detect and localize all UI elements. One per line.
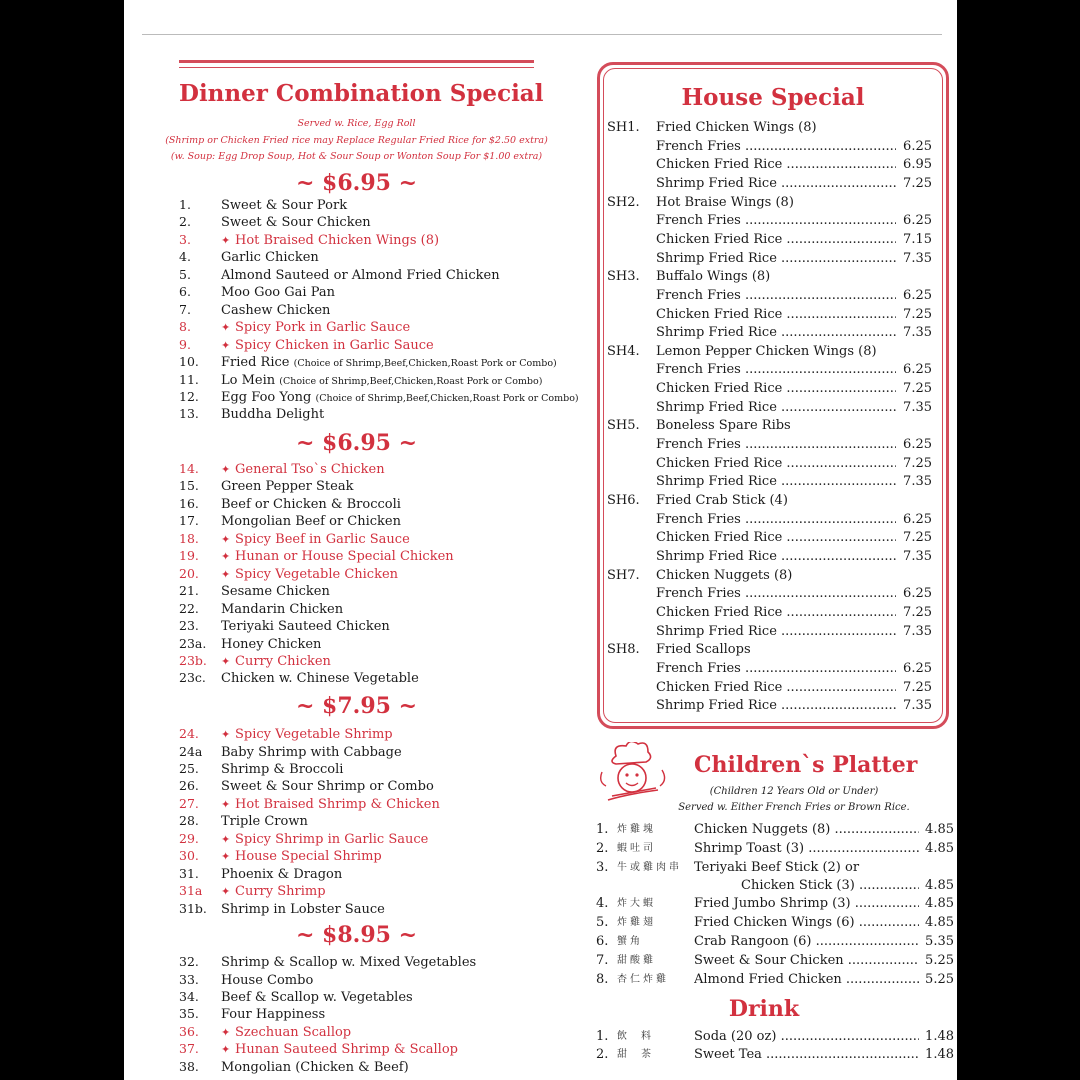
- menu-item: [179, 777, 434, 794]
- option-price: 6.25: [903, 586, 932, 602]
- item-number: 1.: [596, 1029, 609, 1044]
- option-price: 6.25: [903, 511, 932, 527]
- drink-title: Drink: [728, 996, 800, 1022]
- item-code: SH3.: [607, 269, 640, 285]
- item-number: 14.: [179, 461, 199, 476]
- option-price: 7.25: [903, 306, 932, 322]
- item-number: 32.: [179, 954, 199, 969]
- house-special-option: [124, 138, 957, 156]
- item-number: 3.: [596, 860, 609, 875]
- item-chinese-name: 炸大蝦: [617, 898, 656, 909]
- menu-page: [124, 0, 957, 1080]
- item-name: Mongolian Beef or Chicken: [221, 514, 401, 530]
- children-item: [124, 971, 957, 989]
- item-number: 24.: [179, 726, 199, 741]
- option-price: 7.35: [903, 548, 932, 564]
- item-name: Phoenix & Dragon: [221, 866, 343, 882]
- item-number: 19.: [179, 548, 199, 564]
- item-number: 25.: [179, 760, 199, 776]
- item-name: Chicken Stick (3) .....: [741, 877, 919, 895]
- item-name: Buddha Delight: [221, 407, 325, 423]
- item-chinese-name: 炸雞塊: [617, 824, 656, 835]
- item-code: SH8.: [607, 642, 640, 658]
- price-heading: ~ $8.95 ~: [295, 922, 418, 948]
- option-name: French Fries .....: [656, 138, 896, 156]
- house-special-option: [124, 399, 957, 417]
- house-special-option: [124, 455, 957, 473]
- option-name: Chicken Fried Rice .....: [656, 679, 896, 697]
- item-name: Crab Rangoon (6) .....: [694, 933, 919, 951]
- dinner-title: Dinner Combination Special: [179, 80, 544, 107]
- item-price: 1.48: [925, 1029, 954, 1044]
- item-number: 15.: [179, 478, 199, 494]
- drink-item: [124, 1028, 957, 1046]
- item-choice-note: (Choice of Shrimp,Beef,Chicken,Roast Pork or Combo): [315, 392, 579, 404]
- item-name: Buffalo Wings (8): [656, 269, 771, 285]
- item-name: Spicy Beef in Garlic Sauce: [235, 531, 410, 547]
- item-name: House Special Shrimp: [235, 849, 382, 865]
- option-name: Chicken Fried Rice .....: [656, 529, 896, 547]
- children-item: [124, 877, 957, 895]
- item-name: Fried Chicken Wings (8): [656, 120, 817, 135]
- house-special-option: [124, 473, 957, 491]
- option-name: French Fries .....: [656, 287, 896, 305]
- menu-item: [179, 760, 343, 777]
- option-name: Chicken Fried Rice .....: [656, 156, 896, 174]
- item-name: Shrimp in Lobster Sauce: [221, 901, 385, 917]
- item-number: 1.: [596, 822, 609, 837]
- item-name: Sweet & Sour Shrimp or Combo: [221, 779, 434, 795]
- item-number: 31a: [179, 883, 203, 898]
- option-name: Shrimp Fried Rice .....: [656, 175, 896, 193]
- house-special-item: [124, 119, 957, 137]
- option-price: 7.25: [903, 530, 932, 546]
- item-code: SH5.: [607, 418, 640, 434]
- option-price: 7.35: [903, 325, 932, 341]
- item-name: Shrimp Toast (3) .....: [694, 840, 919, 858]
- item-name: Almond Fried Chicken .....: [694, 971, 919, 989]
- item-price: 1.48: [925, 1047, 954, 1062]
- item-name: Fried Jumbo Shrimp (3) .....: [694, 895, 919, 913]
- item-name: Moo Goo Gai Pan: [221, 285, 335, 301]
- chili-pepper-icon: ✦: [221, 532, 231, 546]
- option-name: Shrimp Fried Rice .....: [656, 548, 896, 566]
- item-name: Beef & Scallop w. Vegetables: [221, 989, 413, 1005]
- menu-item: [179, 1005, 325, 1022]
- children-served-note: Served w. Either French Fries or Brown Rice.: [678, 802, 910, 813]
- item-name: Soda (20 oz) .....: [694, 1028, 919, 1046]
- item-price: 5.25: [925, 972, 954, 987]
- chili-pepper-icon: ✦: [221, 728, 231, 741]
- item-number: 2.: [596, 1047, 609, 1062]
- option-price: 6.25: [903, 362, 932, 378]
- item-name: Triple Crown: [221, 814, 308, 830]
- item-name: Sweet Tea .....: [694, 1046, 919, 1064]
- price-heading: ~ $6.95 ~: [295, 170, 418, 196]
- item-price: 4.85: [925, 896, 954, 911]
- item-number: 4.: [179, 249, 191, 265]
- item-name: Fried Rice: [221, 355, 290, 370]
- house-special-option: [124, 660, 957, 678]
- house-special-item: [124, 567, 957, 585]
- item-name: Spicy Chicken in Garlic Sauce: [235, 337, 434, 353]
- item-chinese-name: 飲料: [617, 1031, 665, 1042]
- item-chinese-name: 牛或雞肉串: [617, 862, 682, 873]
- item-name: General Tso`s Chicken: [235, 462, 385, 477]
- item-number: 20.: [179, 565, 199, 581]
- item-choice-note: (Choice of Shrimp,Beef,Chicken,Roast Pork or Combo): [293, 358, 557, 369]
- option-name: Shrimp Fried Rice .....: [656, 623, 896, 641]
- chili-pepper-icon: ✦: [221, 1043, 231, 1057]
- option-price: 7.25: [903, 604, 932, 620]
- option-price: 7.35: [903, 399, 932, 415]
- item-name: Almond Sauteed or Almond Fried Chicken: [221, 267, 500, 283]
- item-number: 17.: [179, 513, 199, 529]
- item-name: Chicken Nuggets (8): [656, 567, 793, 583]
- chili-pepper-icon: ✦: [221, 321, 231, 335]
- item-number: 4.: [596, 896, 609, 911]
- item-number: 9.: [179, 336, 191, 352]
- item-number: 22.: [179, 600, 199, 616]
- item-code: SH1.: [607, 120, 640, 135]
- option-price: 7.25: [903, 176, 932, 191]
- option-name: French Fries .....: [656, 660, 896, 678]
- item-number: 26.: [179, 778, 199, 794]
- house-special-item: [124, 268, 957, 286]
- item-name: Green Pepper Steak: [221, 479, 354, 495]
- house-special-option: [124, 548, 957, 566]
- option-price: 7.35: [903, 623, 932, 639]
- house-special-item: [124, 343, 957, 361]
- item-name: Spicy Pork in Garlic Sauce: [235, 320, 411, 336]
- house-special-item: [124, 194, 957, 212]
- item-number: 2.: [596, 841, 609, 856]
- item-number: 7.: [596, 953, 609, 968]
- chili-pepper-icon: ✦: [221, 463, 231, 476]
- item-code: SH7.: [607, 567, 640, 583]
- option-name: Shrimp Fried Rice .....: [656, 697, 896, 715]
- chili-pepper-icon: ✦: [221, 550, 231, 564]
- option-name: Chicken Fried Rice .....: [656, 231, 896, 249]
- item-chinese-name: 蟹角: [617, 936, 643, 947]
- house-special-option: [124, 156, 957, 174]
- children-item: [124, 895, 957, 913]
- menu-item: [179, 988, 413, 1005]
- chili-pepper-icon: ✦: [221, 567, 231, 581]
- option-name: French Fries .....: [656, 585, 896, 603]
- item-number: 37.: [179, 1041, 199, 1057]
- item-price: 5.25: [925, 953, 954, 968]
- item-name: Curry Chicken: [235, 654, 331, 669]
- item-name: Egg Foo Yong: [221, 389, 312, 405]
- option-name: Chicken Fried Rice .....: [656, 380, 896, 398]
- item-number: 8.: [596, 972, 609, 987]
- item-number: 11.: [179, 371, 199, 387]
- item-number: 34.: [179, 988, 199, 1004]
- item-chinese-name: 蝦吐司: [617, 843, 656, 854]
- option-name: Chicken Fried Rice .....: [656, 306, 896, 324]
- item-number: 5.: [179, 266, 191, 282]
- title-rule-top: [179, 60, 534, 63]
- item-name: Boneless Spare Ribs: [656, 418, 791, 434]
- item-name: Baby Shrimp with Cabbage: [221, 744, 402, 760]
- item-number: 6.: [596, 934, 609, 949]
- option-name: Chicken Fried Rice .....: [656, 455, 896, 473]
- item-name: Mongolian (Chicken & Beef): [221, 1059, 409, 1075]
- item-number: 18.: [179, 530, 199, 546]
- dinner-note-soup: (w. Soup: Egg Drop Soup, Hot & Sour Soup or Wonton Soup For $1.00 extra): [170, 151, 543, 162]
- house-special-item: [124, 641, 957, 659]
- price-heading: ~ $6.95 ~: [295, 430, 418, 456]
- house-special-option: [124, 436, 957, 454]
- children-item: [124, 933, 957, 951]
- children-age-note: (Children 12 Years Old or Under): [709, 786, 879, 797]
- title-rule-bottom: [179, 67, 534, 68]
- item-name: Chicken w. Chinese Vegetable: [221, 671, 419, 687]
- house-special-option: [124, 511, 957, 529]
- item-number: 16.: [179, 495, 199, 511]
- chili-pepper-icon: ✦: [221, 233, 231, 247]
- children-item: [124, 914, 957, 932]
- item-name: Sesame Chicken: [221, 584, 330, 600]
- item-name: Sweet & Sour Chicken: [221, 215, 371, 231]
- house-special-item: [124, 417, 957, 435]
- item-number: 7.: [179, 301, 191, 317]
- option-price: 7.25: [903, 679, 932, 695]
- item-chinese-name: 甜茶: [617, 1049, 665, 1060]
- menu-item: [179, 725, 393, 742]
- item-name: Fried Chicken Wings (6) .....: [694, 914, 919, 932]
- house-special-option: [124, 287, 957, 305]
- item-name: Cashew Chicken: [221, 302, 331, 318]
- option-price: 7.35: [903, 474, 932, 490]
- item-number: 21.: [179, 583, 199, 599]
- item-name: Mandarin Chicken: [221, 601, 344, 617]
- house-special-option: [124, 212, 957, 230]
- item-number: 31b.: [179, 900, 207, 916]
- item-number: 6.: [179, 284, 191, 300]
- house-special-option: [124, 306, 957, 324]
- option-name: Chicken Fried Rice .....: [656, 604, 896, 622]
- house-special-item: [124, 492, 957, 510]
- chili-pepper-icon: ✦: [221, 1025, 231, 1039]
- item-number: 23c.: [179, 670, 206, 686]
- item-number: 23a.: [179, 635, 207, 651]
- item-name: Hot Braised Chicken Wings (8): [235, 232, 440, 248]
- item-name: Sweet & Sour Chicken .....: [694, 952, 919, 970]
- item-number: 5.: [596, 915, 609, 930]
- option-price: 6.25: [903, 213, 932, 229]
- item-name: Teriyaki Beef Stick (2) or: [694, 860, 860, 875]
- item-number: 2.: [179, 214, 191, 230]
- item-number: 31.: [179, 865, 199, 881]
- house-special-option: [124, 175, 957, 193]
- menu-item: [179, 795, 440, 812]
- children-item: [124, 952, 957, 970]
- item-price: 4.85: [925, 878, 954, 893]
- house-special-option: [124, 380, 957, 398]
- option-name: French Fries .....: [656, 361, 896, 379]
- chili-pepper-icon: ✦: [221, 832, 231, 846]
- item-number: 3.: [179, 231, 191, 247]
- item-number: 35.: [179, 1006, 199, 1022]
- house-special-option: [124, 604, 957, 622]
- item-name: Curry Shrimp: [235, 884, 326, 899]
- item-name: Lemon Pepper Chicken Wings (8): [656, 343, 877, 359]
- item-price: 4.85: [925, 841, 954, 856]
- item-name: Szechuan Scallop: [235, 1024, 352, 1040]
- option-price: 6.95: [903, 157, 932, 173]
- menu-item: [179, 743, 402, 760]
- item-number: 29.: [179, 830, 199, 846]
- drink-item: [124, 1046, 957, 1064]
- item-number: 36.: [179, 1023, 199, 1039]
- children-platter-title: Children`s Platter: [694, 752, 918, 778]
- item-name: Hot Braised Shrimp & Chicken: [235, 796, 440, 812]
- item-name: Lo Mein: [221, 372, 276, 388]
- item-name: Teriyaki Sauteed Chicken: [221, 619, 390, 634]
- item-number: 33.: [179, 971, 199, 987]
- item-number: 10.: [179, 354, 199, 369]
- house-special-option: [124, 697, 957, 715]
- item-code: SH2.: [607, 194, 640, 210]
- house-special-title: House Special: [681, 84, 865, 111]
- house-special-option: [124, 250, 957, 268]
- house-special-option: [124, 679, 957, 697]
- item-name: Fried Scallops: [656, 642, 751, 658]
- option-price: 7.35: [903, 250, 932, 266]
- item-name: Chicken Nuggets (8) .....: [694, 821, 919, 839]
- option-price: 6.25: [903, 287, 932, 303]
- house-special-option: [124, 585, 957, 603]
- chili-pepper-icon: ✦: [221, 885, 231, 898]
- house-special-option: [124, 361, 957, 379]
- item-number: 13.: [179, 406, 199, 422]
- item-number: 24a: [179, 743, 203, 759]
- item-code: SH4.: [607, 343, 640, 359]
- children-item: [124, 821, 957, 839]
- item-choice-note: (Choice of Shrimp,Beef,Chicken,Roast Pork or Combo): [279, 375, 543, 387]
- item-name: Spicy Vegetable Shrimp: [235, 727, 393, 742]
- option-price: 7.35: [903, 698, 932, 714]
- item-price: 4.85: [925, 822, 954, 837]
- item-price: 4.85: [925, 915, 954, 930]
- house-special-option: [124, 623, 957, 641]
- option-price: 6.25: [903, 437, 932, 452]
- option-price: 7.15: [903, 231, 932, 247]
- option-name: Shrimp Fried Rice .....: [656, 250, 896, 268]
- dinner-note-fried-rice: (Shrimp or Chicken Fried rice may Replace Regular Fried Rice for $2.50 extra): [165, 135, 548, 146]
- option-name: Shrimp Fried Rice .....: [656, 473, 896, 491]
- item-number: 28.: [179, 813, 199, 829]
- item-chinese-name: 杏仁炸雞: [617, 974, 669, 985]
- item-name: Shrimp & Scallop w. Mixed Vegetables: [221, 955, 477, 970]
- item-number: 8.: [179, 319, 191, 335]
- item-name: Sweet & Sour Pork: [221, 198, 348, 213]
- item-number: 23.: [179, 618, 199, 633]
- item-name: Fried Crab Stick (4): [656, 493, 788, 508]
- option-name: Shrimp Fried Rice .....: [656, 324, 896, 342]
- house-special-option: [124, 324, 957, 342]
- house-special-option: [124, 231, 957, 249]
- item-number: 30.: [179, 848, 199, 864]
- house-special-option: [124, 529, 957, 547]
- item-number: 23b.: [179, 653, 207, 668]
- item-name: Shrimp & Broccoli: [221, 761, 344, 777]
- item-number: 12.: [179, 388, 199, 404]
- children-item: [124, 840, 957, 858]
- option-price: 7.25: [903, 455, 932, 471]
- option-price: 7.25: [903, 381, 932, 397]
- item-chinese-name: 炸雞翅: [617, 917, 656, 928]
- item-chinese-name: 甜酸雞: [617, 955, 656, 966]
- option-name: French Fries .....: [656, 511, 896, 529]
- option-name: Shrimp Fried Rice .....: [656, 399, 896, 417]
- item-name: House Combo: [221, 972, 314, 988]
- item-name: Honey Chicken: [221, 636, 322, 652]
- item-number: 38.: [179, 1058, 199, 1074]
- item-price: 5.35: [925, 934, 954, 949]
- item-name: Spicy Vegetable Chicken: [235, 566, 399, 582]
- chili-pepper-icon: ✦: [221, 797, 231, 811]
- item-name: Hunan or House Special Chicken: [235, 549, 454, 565]
- children-item: [124, 859, 957, 877]
- item-number: 1.: [179, 197, 191, 212]
- chili-pepper-icon: ✦: [221, 850, 231, 864]
- chili-pepper-icon: ✦: [221, 338, 231, 352]
- item-name: Hot Braise Wings (8): [656, 194, 794, 210]
- option-price: 6.25: [903, 660, 932, 676]
- price-heading: ~ $7.95 ~: [295, 693, 418, 719]
- item-name: Hunan Sauteed Shrimp & Scallop: [235, 1042, 458, 1058]
- item-name: Four Happiness: [221, 1007, 326, 1023]
- chili-pepper-icon: ✦: [221, 655, 231, 668]
- item-name: Spicy Shrimp in Garlic Sauce: [235, 831, 429, 847]
- item-number: 27.: [179, 795, 199, 811]
- item-name: Garlic Chicken: [221, 250, 319, 266]
- chef-mascot-icon: [594, 742, 674, 808]
- option-price: 6.25: [903, 138, 932, 154]
- dinner-served: Served w. Rice, Egg Roll: [297, 118, 416, 129]
- option-name: French Fries .....: [656, 212, 896, 230]
- option-name: French Fries .....: [656, 436, 896, 454]
- item-code: SH6.: [607, 493, 640, 508]
- item-name: Beef or Chicken & Broccoli: [221, 496, 401, 512]
